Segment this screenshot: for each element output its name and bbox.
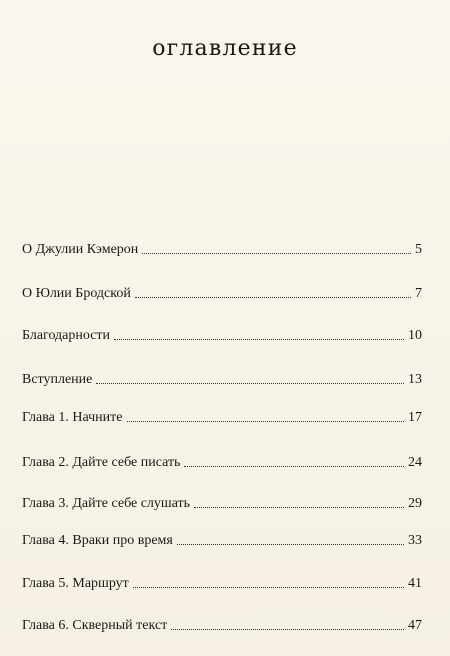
toc-entry-label: О Джулии Кэмерон	[22, 242, 139, 257]
toc-entry	[22, 611, 422, 633]
toc-entry	[22, 489, 422, 511]
leader-dots	[114, 339, 404, 340]
toc-entry	[22, 321, 422, 343]
leader-dots	[194, 507, 404, 508]
toc-entry-label: Глава 6. Скверный текст	[22, 618, 168, 633]
toc-entry	[22, 403, 422, 425]
table-of-contents-title: оглавление	[152, 36, 298, 61]
leader-dots	[127, 421, 404, 422]
toc-entry-label: Благодарности	[22, 328, 111, 343]
toc-entry-label: Глава 2. Дайте себе писать	[22, 455, 181, 470]
toc-entry-page: 17	[408, 410, 422, 425]
leader-dots	[133, 587, 404, 588]
toc-entry	[22, 365, 422, 387]
toc-entry	[22, 569, 422, 591]
leader-dots	[135, 297, 411, 298]
toc-entry-label: Глава 3. Дайте себе слушать	[22, 496, 191, 511]
toc-entry-page: 29	[408, 496, 422, 511]
toc-entry-page: 47	[408, 618, 422, 633]
leader-dots	[171, 629, 404, 630]
toc-entry-page: 10	[408, 328, 422, 343]
toc-entry	[22, 448, 422, 470]
toc-entry	[22, 235, 422, 257]
toc-entry-label: Глава 1. Начните	[22, 410, 123, 425]
toc-entry	[22, 526, 422, 548]
leader-dots	[142, 253, 411, 254]
toc-entry-page: 24	[408, 455, 422, 470]
toc-entry-label: О Юлии Бродской	[22, 286, 131, 301]
toc-entry-label: Вступление	[22, 372, 93, 387]
leader-dots	[184, 466, 404, 467]
leader-dots	[177, 544, 404, 545]
toc-entry-page: 13	[408, 372, 422, 387]
toc-entry-page: 7	[415, 286, 422, 301]
toc-entry-label: Глава 5. Маршрут	[22, 576, 129, 591]
toc-entry-page: 41	[408, 576, 422, 591]
toc-entry-page: 5	[415, 242, 422, 257]
toc-entry-label: Глава 4. Враки про время	[22, 533, 173, 548]
toc-entry	[22, 279, 422, 301]
toc-entry-page: 33	[408, 533, 422, 548]
leader-dots	[96, 383, 404, 384]
